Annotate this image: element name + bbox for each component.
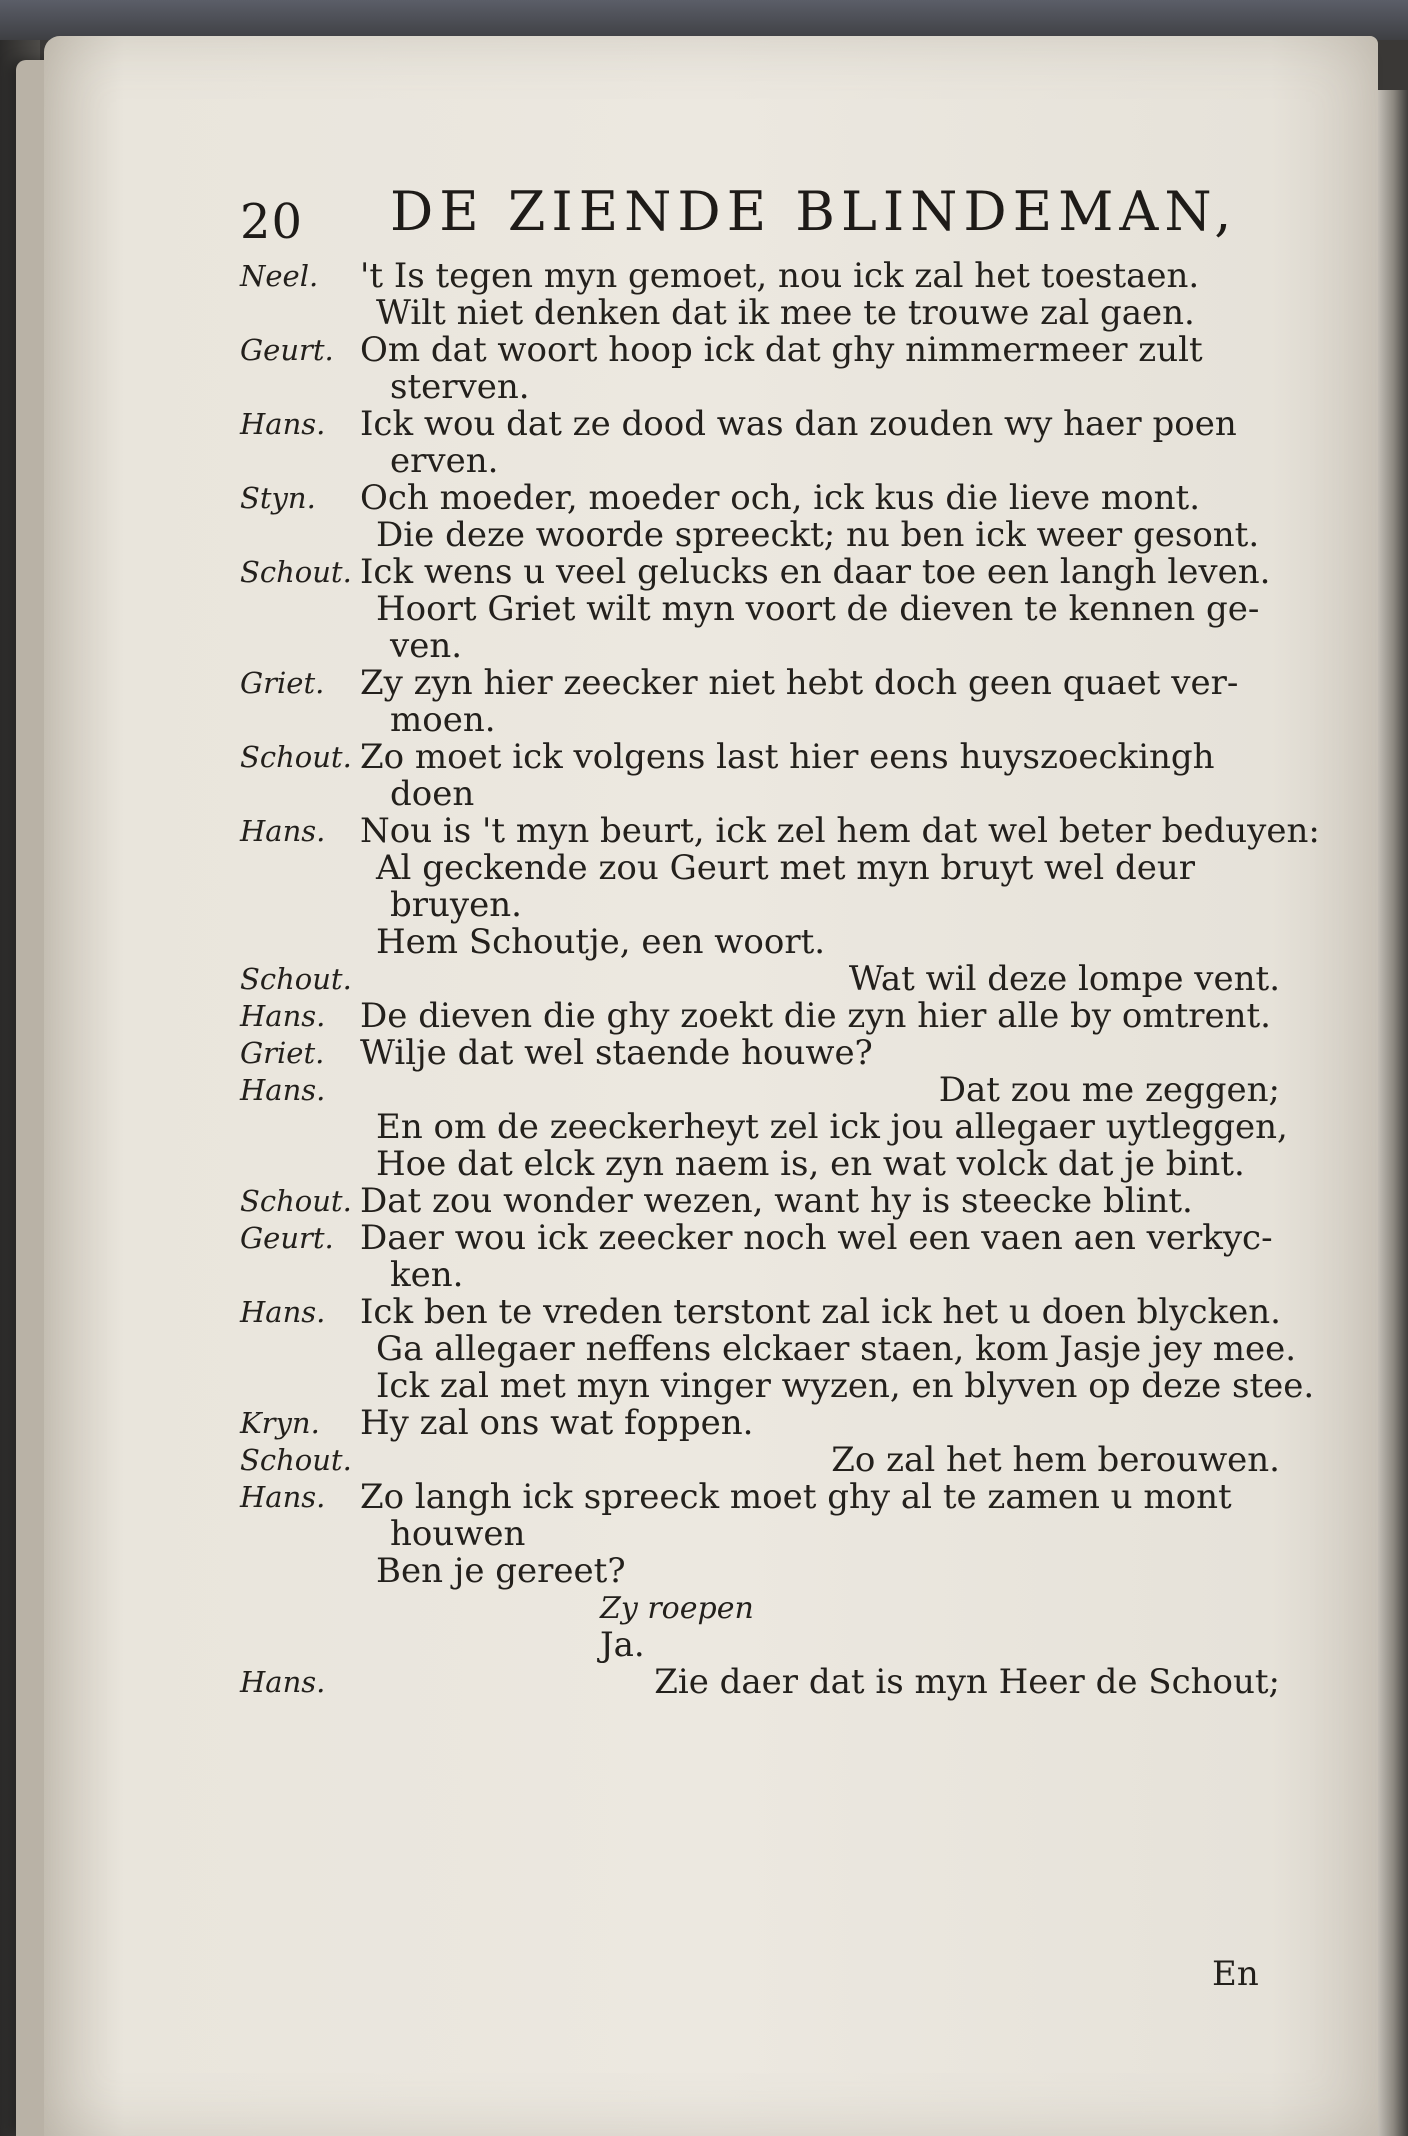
line-text: Al geckende zou Geurt met myn bruyt wel deur [376, 848, 1195, 888]
text-line [240, 1035, 1280, 1072]
line-text: Hy zal ons wat foppen. [360, 1403, 754, 1443]
line-text: ken. [390, 1255, 464, 1295]
line-text: Wilt niet denken dat ik mee te trouwe zal gaen. [376, 293, 1195, 333]
line-text: Om dat woort hoop ick dat ghy nimmermeer zult [360, 330, 1203, 370]
speaker-name: Griet. [240, 1036, 325, 1070]
line-text: Nou is 't myn beurt, ick zel hem dat wel beter beduyen: [360, 811, 1320, 851]
text-line [240, 517, 1280, 554]
text-line [240, 1627, 1280, 1664]
text-line [240, 961, 1280, 998]
line-text: Zy zyn hier zeecker niet hebt doch geen quaet ver- [360, 663, 1239, 703]
line-text: Wilje dat wel staende houwe? [360, 1033, 873, 1073]
speaker-name: Hans. [240, 1295, 326, 1329]
page-header [240, 180, 1238, 260]
running-title: DE ZIENDE BLINDEMAN, [390, 180, 1238, 243]
text-line [240, 811, 1320, 851]
text-line [240, 554, 1280, 591]
line-text: Ja. [600, 1625, 645, 1665]
speaker-name: Griet. [240, 666, 325, 700]
line-text: Ick ben te vreden terstont zal ick het u doen blycken. [360, 1292, 1281, 1332]
text-line [240, 332, 1280, 369]
text-line [240, 443, 1280, 480]
speaker-name: Hans. [240, 814, 326, 848]
line-text: Daer wou ick zeecker noch wel een vaen aen verkyc- [360, 1218, 1273, 1258]
text-line [240, 1405, 1280, 1442]
line-text: Dat zou wonder wezen, want hy is steecke blint. [360, 1181, 1193, 1221]
text-line [240, 998, 1280, 1035]
text-line [240, 1442, 1280, 1479]
text-line [240, 665, 1280, 702]
text-line [240, 406, 1280, 443]
text-line [240, 1072, 1280, 1109]
line-text: Die deze woorde spreeckt; nu ben ick weer gesont. [376, 515, 1260, 555]
line-text: ven. [390, 626, 463, 666]
line-text: moen. [390, 700, 496, 740]
text-line [240, 480, 1280, 517]
line-text: Hem Schoutje, een woort. [376, 922, 826, 962]
text-line [240, 887, 1280, 924]
line-text: doen [390, 774, 475, 814]
line-text: Zo moet ick volgens last hier eens huyszoeckingh [360, 737, 1215, 777]
line-text: Wat wil deze lompe vent. [848, 959, 1280, 999]
speaker-name: Kryn. [240, 1406, 320, 1440]
speaker-name: Geurt. [240, 1221, 334, 1255]
text-line [240, 1220, 1280, 1257]
text-line [240, 1329, 1297, 1369]
text-line [240, 776, 1280, 813]
text-line [240, 591, 1280, 628]
page-number: 20 [240, 194, 304, 250]
line-text: Hoe dat elck zyn naem is, en wat volck dat je bint. [376, 1144, 1245, 1184]
stage-direction-line [240, 1590, 1280, 1627]
line-text: Zo langh ick spreeck moet ghy al te zamen u mont [360, 1477, 1232, 1517]
speaker-name: Hans. [240, 1665, 326, 1699]
speaker-name: Schout. [240, 1184, 352, 1218]
text-line [240, 1257, 1280, 1294]
line-text: erven. [390, 441, 499, 481]
line-text: Och moeder, moeder och, ick kus die lieve mont. [360, 478, 1201, 518]
speaker-name: Schout. [240, 555, 352, 589]
speaker-name: Schout. [240, 740, 352, 774]
text-line [240, 258, 1280, 295]
background-top [0, 0, 1408, 40]
text-line [240, 1664, 1280, 1701]
text-line [240, 1294, 1280, 1331]
line-text: Hoort Griet wilt myn voort de dieven te kennen ge- [376, 589, 1260, 629]
text-line [240, 1553, 1280, 1590]
speaker-name: Hans. [240, 999, 326, 1033]
text-line [240, 369, 1280, 406]
text-line [240, 1366, 1315, 1406]
line-text: Dat zou me zeggen; [938, 1070, 1280, 1110]
speaker-name: Schout. [240, 962, 352, 996]
line-text: 't Is tegen myn gemoet, nou ick zal het toestaen. [360, 256, 1200, 296]
line-text: De dieven die ghy zoekt die zyn hier alle by omtrent. [360, 996, 1271, 1036]
line-text: Zo zal het hem berouwen. [831, 1440, 1280, 1480]
text-line [240, 628, 1280, 665]
text-line [240, 1107, 1288, 1147]
speaker-name: Hans. [240, 1480, 326, 1514]
text-line [240, 1516, 1280, 1553]
speaker-name: Hans. [240, 1073, 326, 1107]
text-line [240, 1183, 1280, 1220]
speaker-name: Schout. [240, 1443, 352, 1477]
speaker-name: Geurt. [240, 333, 334, 367]
line-text: Ick zal met myn vinger wyzen, en blyven op deze stee. [376, 1366, 1315, 1406]
line-text: Ben je gereet? [376, 1551, 626, 1591]
speaker-name: Neel. [240, 259, 319, 293]
line-text: Ga allegaer neffens elckaer staen, kom Jasje jey mee. [376, 1329, 1297, 1369]
line-text: sterven. [390, 367, 530, 407]
catchword: En [1212, 1954, 1259, 1994]
speaker-name: Hans. [240, 407, 326, 441]
stage-direction: Zy roepen [600, 1591, 754, 1626]
speaker-name: Styn. [240, 481, 316, 515]
text-line [240, 739, 1280, 776]
line-text: Ick wou dat ze dood was dan zouden wy haer poen [360, 404, 1237, 444]
text-line [240, 850, 1280, 887]
line-text: Zie daer dat is myn Heer de Schout; [654, 1662, 1280, 1702]
line-text: houwen [390, 1514, 526, 1554]
line-text: En om de zeeckerheyt zel ick jou allegaer uytleggen, [376, 1107, 1288, 1147]
line-text: Ick wens u veel gelucks en daar toe een langh leven. [360, 552, 1271, 592]
text-line [240, 1479, 1280, 1516]
play-text [240, 256, 1320, 1702]
text-line [240, 924, 1280, 961]
text-line [240, 702, 1280, 739]
line-text: bruyen. [390, 885, 522, 925]
text-line [240, 295, 1280, 332]
text-line [240, 1146, 1280, 1183]
